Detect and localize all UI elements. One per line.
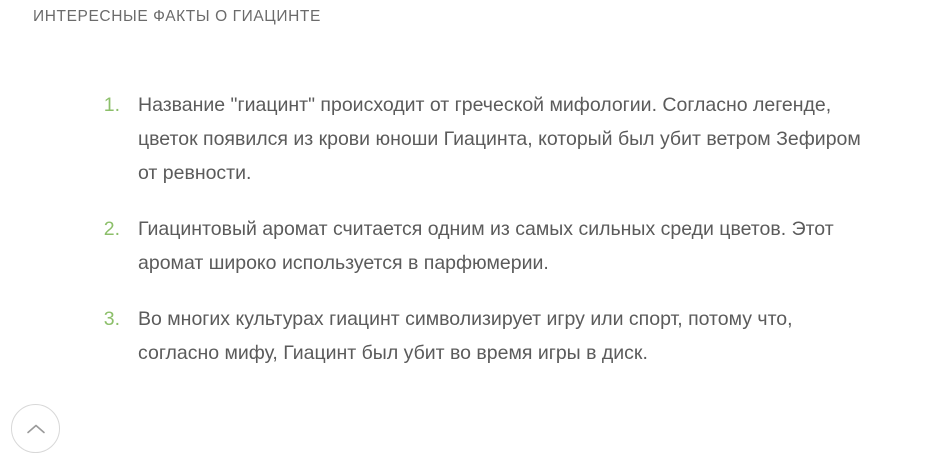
scroll-to-top-button[interactable] <box>11 404 60 453</box>
list-item-text: Во многих культурах гиацинт символизирует игру или спорт, потому что, согласно мифу, Гиацинт был убит во время игры в диск. <box>138 308 793 364</box>
section-heading: ИНТЕРЕСНЫЕ ФАКТЫ О ГИАЦИНТЕ <box>33 8 321 25</box>
chevron-up-icon <box>26 423 46 435</box>
list-item-number: 2. <box>103 218 120 240</box>
list-item-text: Название "гиацинт" происходит от греческой мифологии. Согласно легенде, цветок появился из крови юноши Гиацинта, который был убит ветром Зефиром от ревности. <box>138 94 861 184</box>
list-item <box>86 88 876 190</box>
list-item-number: 3. <box>103 308 120 330</box>
list-item <box>86 212 876 280</box>
list-item-number: 1. <box>103 94 120 116</box>
list-item <box>86 302 876 370</box>
facts-list <box>86 88 876 370</box>
list-item-text: Гиацинтовый аромат считается одним из самых сильных среди цветов. Этот аромат широко используется в парфюмерии. <box>138 218 834 274</box>
